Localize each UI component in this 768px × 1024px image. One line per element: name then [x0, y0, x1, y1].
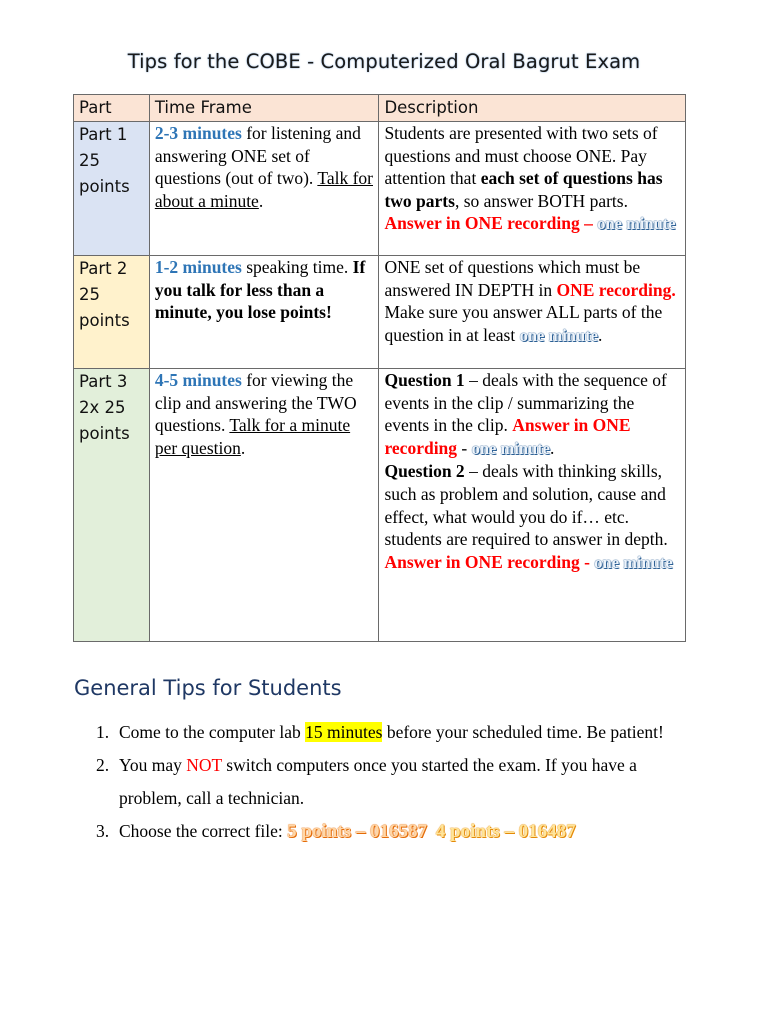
part-2-time-text: speaking time.	[241, 257, 353, 277]
part-3-time-end: .	[240, 437, 246, 458]
tip-1-number: 1.	[96, 722, 110, 742]
part-3-question-1-end: .	[550, 437, 555, 458]
general-tips-list	[96, 716, 686, 848]
file-code-5-points: 5 points – 016587	[287, 821, 428, 842]
part-2-one-minute: one minute	[519, 325, 598, 345]
tip-1-text: Come to the computer lab	[119, 722, 306, 742]
part-3-description	[379, 369, 686, 642]
part-3-question-1-label: Question 1	[384, 370, 465, 390]
part-1-time-text: for listening and answering ONE set of questions (out of two).	[154, 123, 361, 189]
part-2-points-label: points	[79, 311, 130, 330]
part-3-points-label: points	[79, 424, 130, 443]
tip-2-number: 2.	[96, 755, 110, 775]
part-1-time-underlined: Talk for about a minute	[154, 168, 373, 211]
part-1-desc-text: Students are presented with two sets of questions and must choose ONE. Pay attention that	[384, 123, 658, 189]
part-1-desc-recording: Answer in ONE recording –	[384, 213, 598, 234]
part-3-label: Part 3	[79, 372, 128, 391]
part-1-time-frame	[149, 122, 379, 256]
tip-1-text-2: before your scheduled time. Be patient!	[382, 722, 664, 742]
part-2-desc-end: .	[597, 324, 603, 345]
tip-1-highlight: 15 minutes	[305, 722, 383, 742]
header-time-frame: Time Frame	[149, 95, 379, 122]
part-3-question-2-label: Question 2	[384, 461, 465, 482]
header-description: Description	[379, 95, 686, 122]
part-3-points-num: 2x 25	[79, 398, 126, 417]
tip-3-number: 3.	[96, 821, 110, 841]
list-item	[96, 749, 686, 815]
file-code-4-points: 4 points – 016487	[435, 821, 576, 842]
part-1-cell	[74, 122, 150, 256]
part-1-points-label: points	[79, 177, 130, 196]
part-3-duration: 4-5 minutes	[154, 370, 242, 390]
table-row-part-2	[74, 256, 686, 369]
part-3-time-text: for viewing the clip and answering the TWO questions.	[154, 370, 357, 436]
part-2-duration: 1-2 minutes	[154, 257, 242, 277]
list-item	[96, 815, 686, 848]
part-3-time-underlined: Talk for a minute per question	[154, 415, 351, 458]
cobe-parts-table	[73, 94, 686, 642]
tip-2-not: NOT	[186, 755, 222, 775]
page-title: Tips for the COBE - Computerized Oral Bagrut Exam	[127, 50, 641, 73]
part-2-time-bold: If you talk for less than a minute, you lose points!	[154, 257, 366, 323]
header-part: Part	[74, 95, 150, 122]
part-2-label: Part 2	[79, 259, 128, 278]
part-3-question-2-one-minute: one minute	[594, 552, 673, 572]
part-3-question-1-dash: -	[457, 437, 472, 458]
part-1-label: Part 1	[79, 125, 128, 144]
part-3-question-1-one-minute: one minute	[471, 438, 550, 458]
part-2-desc-text: ONE set of questions which must be answered IN DEPTH in	[384, 257, 641, 300]
tip-3-text: Choose the correct file:	[119, 821, 288, 841]
table-header-row	[74, 95, 686, 122]
part-1-points-num: 25	[79, 151, 100, 170]
general-tips-heading: General Tips for Students	[74, 676, 342, 700]
part-1-time-end: .	[258, 190, 264, 211]
part-1-one-minute: one minute	[597, 214, 676, 234]
tip-2-text: You may	[119, 755, 187, 775]
tip-2-text-2: switch computers once you started the exam. If you have a problem, call a technician.	[119, 755, 637, 808]
part-2-desc-text-2: Make sure you answer ALL parts of the question in at least	[384, 302, 663, 345]
part-3-question-2-text: – deals with thinking skills, such as problem and solution, cause and effect, what would you do if… etc. students are required to answer in depth.	[384, 461, 668, 550]
part-1-duration: 2-3 minutes	[154, 123, 242, 143]
part-3-question-1-text: – deals with the sequence of events in the clip / summarizing the events in the clip.	[384, 370, 667, 436]
part-1-description	[379, 122, 686, 256]
part-3-question-2-recording: Answer in ONE recording -	[384, 551, 595, 572]
part-1-desc-bold: each set of questions has two parts	[384, 168, 663, 211]
part-1-desc-text-2: , so answer BOTH parts.	[454, 190, 628, 211]
part-2-description	[379, 256, 686, 369]
part-2-time-frame	[149, 256, 379, 369]
part-2-points-num: 25	[79, 285, 100, 304]
part-3-question-1-recording: Answer in ONE recording	[384, 415, 631, 458]
part-3-cell	[74, 369, 150, 642]
part-2-desc-recording: ONE recording.	[556, 279, 676, 300]
part-2-cell	[74, 256, 150, 369]
part-3-time-frame	[149, 369, 379, 642]
table-row-part-3	[74, 369, 686, 642]
table-row-part-1	[74, 122, 686, 256]
list-item	[96, 716, 686, 749]
